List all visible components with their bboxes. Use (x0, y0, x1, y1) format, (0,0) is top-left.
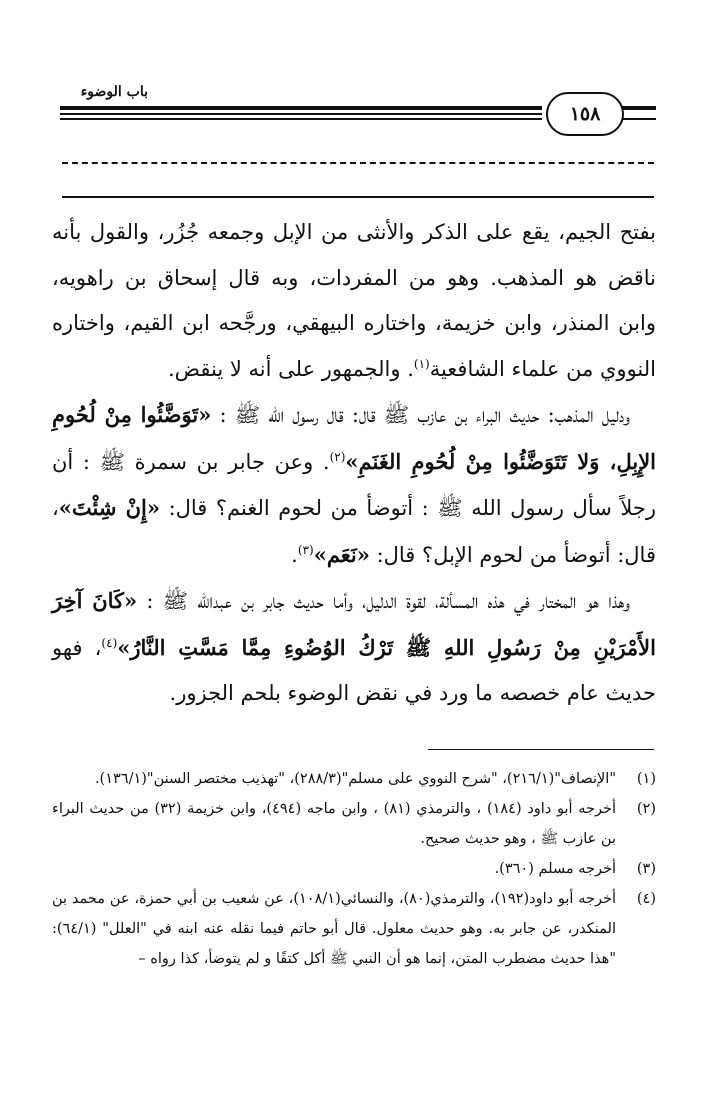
footnote-text: أخرجه أبو داود (١٨٤) ، والترمذي (٨١) ، وابن ماجه (٤٩٤)، وابن خزيمة (٣٢) من حديث البراء بن عازب ﷺ ، وهو حديث صحيح. (52, 801, 617, 847)
footnote-3 (52, 854, 656, 884)
hadith-text: «تَوَضَّئُوا مِنْ لُحُومِ الإِبِلِ، وَلا تَتَوَضَّئُوا مِنْ لُحُومِ الغَنَمِ» (52, 402, 656, 474)
dashed-divider (62, 162, 654, 164)
paragraph-2-mid: . وعن جابر بن سمرة ﷺ : أن رجلاً سأل رسول الله ﷺ : أتوضأ من لحوم الغنم؟ قال: (52, 449, 657, 520)
header-rule-short (622, 106, 656, 120)
paragraph-1 (52, 210, 656, 392)
footnote-ref-4: (٤) (101, 635, 118, 650)
paragraph-1-end: . والجمهور على أنه لا ينقض. (167, 356, 414, 381)
solid-divider (62, 196, 654, 198)
footnote-number: (٢) (636, 801, 656, 817)
footnote-separator (428, 749, 654, 750)
paragraph-3-intro: وهذا هو المختار في هذه المسألة، لقوة الدليل، وأما حديث جابر بن عبدالله ﷺ : (146, 589, 630, 613)
footnote-2 (52, 794, 656, 854)
page-number: ١٥٨ (546, 92, 624, 136)
footnote-number: (٣) (636, 861, 656, 877)
main-text (52, 210, 656, 717)
footnote-text: أخرجه مسلم (٣٦٠). (494, 861, 616, 877)
paragraph-2-mid2: ، قال: أتوضأ من لحوم الإبل؟ قال: (52, 496, 656, 567)
paragraph-2-end: . (291, 542, 298, 567)
footnote-ref-1: (١) (413, 356, 430, 371)
hadith-answer-1: «إِنْ شِئْتَ» (58, 495, 161, 520)
footnote-text: "الإنصاف"(٢١٦/١)، "شرح النووي على مسلم"(٢٨٨/٣)، "تهذيب مختصر السنن"(١٣٦/١). (94, 771, 616, 787)
footnote-1 (52, 764, 656, 794)
paragraph-3 (52, 578, 656, 717)
footnote-ref-3: (٣) (297, 542, 314, 557)
footnotes (52, 764, 656, 974)
paragraph-2-intro: ودليل المذهب: حديث البراء بن عازب ﷺ قال: قال رسول الله ﷺ : (219, 403, 630, 427)
hadith-text-2: «كَانَ آخِرَ الأَمْرَيْنِ مِنْ رَسُولِ اللهِ ﷺ تَرْكُ الوُضُوءِ مِمَّا مَسَّتِ النَّارُ» (52, 588, 656, 660)
chapter-title: باب الوضوء (80, 84, 148, 100)
footnote-number: (١) (636, 771, 656, 787)
hadith-answer-2: «نَعَم» (313, 541, 370, 567)
footnote-4 (52, 884, 656, 974)
paragraph-3-end: ، فهو حديث عام خصصه ما ورد في نقض الوضوء بلحم الجزور. (52, 635, 656, 705)
header-rule (60, 106, 542, 120)
footnote-number: (٤) (636, 891, 656, 907)
paragraph-2 (52, 392, 656, 578)
footnote-ref-2: (٢) (329, 449, 346, 464)
footnote-text: أخرجه أبو داود(١٩٢)، والترمذي(٨٠)، والنسائي(١٠٨/١)، عن شعيب بن أبي حمزة، عن محمد بن المنكدر، عن جابر به. وهو حديث معلول. قال أبو حاتم فيما نقله عنه ابنه في "العلل" (٦٤/١): "هذا حديث مضطرب المتن، إنما هو أن النبي ﷺ أكل كتفًا و لم يتوضأ، كذا رواه – (52, 891, 616, 967)
paragraph-1-text: بفتح الجيم، يقع على الذكر والأنثى من الإبل وجمعه جُزُر، والقول بأنه ناقض هو المذهب. وهو من المفردات، وبه قال إسحاق بن راهويه، وابن المنذر، وابن خزيمة، واختاره البيهقي، ورجَّحه ابن القيم، واختاره النووي من علماء الشافعية (52, 220, 656, 381)
